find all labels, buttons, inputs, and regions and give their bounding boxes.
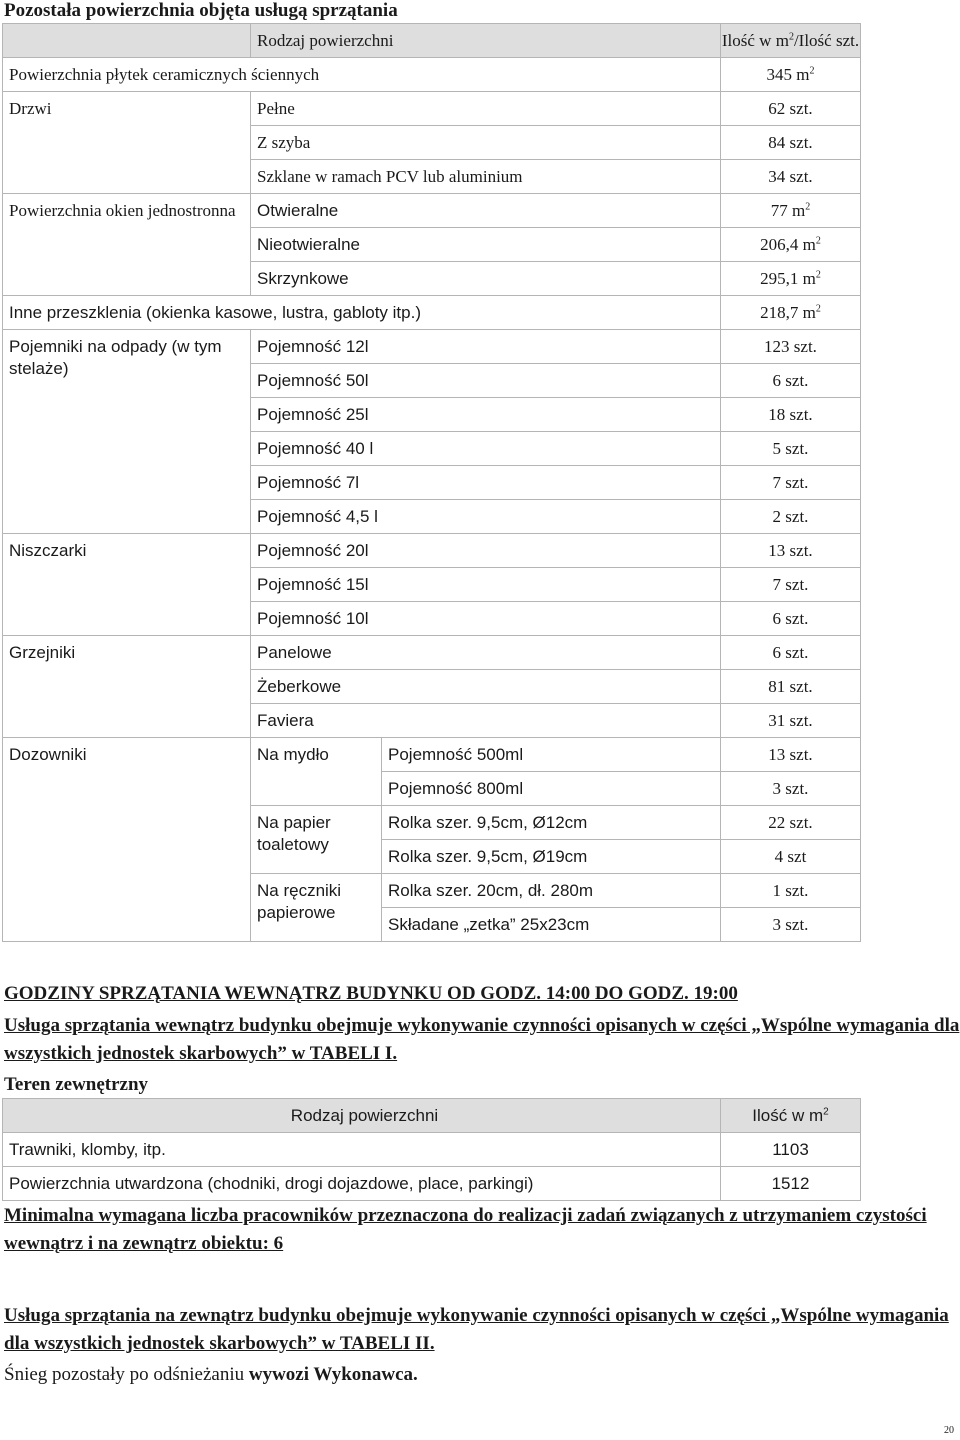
table-row: Z szyba 84 szt. <box>3 126 861 160</box>
table-row: Pojemność 10l 6 szt. <box>3 602 861 636</box>
page-number: 20 <box>944 1425 954 1436</box>
table-row: Żeberkowe 81 szt. <box>3 670 861 704</box>
table-row: Na papier toaletowy Rolka szer. 9,5cm, Ø12cm 22 szt. <box>3 806 861 840</box>
indoor-service-note: Usługa sprzątania wewnątrz budynku obejmuje wykonywanie czynności opisanych w części „Wspólne wymagania dla wszystkich jednostek skarbowych” w TABELI I. <box>4 1015 960 1064</box>
header-qty: Ilość w $m^2$/Ilość szt. <box>721 24 861 58</box>
table-row: Pojemniki na odpady (w tym stelaże) Pojemność 12l 123 szt. <box>3 330 861 364</box>
table-row: Pojemność 7l 7 szt. <box>3 466 861 500</box>
table-row: Powierzchnia okien jednostronna Otwieralne 77 $m^2$ <box>3 194 861 228</box>
section-heading: Pozostała powierzchnia objęta usługą sprzątania <box>4 0 398 21</box>
table-row: Niszczarki Pojemność 20l 13 szt. <box>3 534 861 568</box>
table-row: Szklane w ramach PCV lub aluminium 34 szt. <box>3 160 861 194</box>
table-row: Pojemność 4,5 l 2 szt. <box>3 500 861 534</box>
table-row: Faviera 31 szt. <box>3 704 861 738</box>
snow-note: Śnieg pozostały po odśnieżaniu wywozi Wykonawca. <box>4 1364 418 1385</box>
table-row: Pojemność 800ml 3 szt. <box>3 772 861 806</box>
min-staff-note: Minimalna wymagana liczba pracowników przeznaczona do realizacji zadań związanych z utrzymaniem czystości wewnątrz i na zewnątrz obiektu: 6 <box>4 1205 927 1254</box>
outdoor-area-heading: Teren zewnętrzny <box>4 1074 149 1095</box>
table-row: Pojemność 15l 7 szt. <box>3 568 861 602</box>
table-row: Nieotwieralne 206,4 $m^2$ <box>3 228 861 262</box>
outdoor-table <box>2 1098 861 1201</box>
cleaning-hours-heading: GODZINY SPRZĄTANIA WEWNĄTRZ BUDYNKU OD GODZ. 14:00 DO GODZ. 19:00 <box>4 983 738 1004</box>
table-row: Grzejniki Panelowe 6 szt. <box>3 636 861 670</box>
table-row: Powierzchnia płytek ceramicznych ściennych 345 $m^2$ <box>3 58 861 92</box>
table-row: Trawniki, klomby, itp. 1103 <box>3 1133 861 1167</box>
table-header-row <box>3 24 861 58</box>
table-row: Drzwi Pełne 62 szt. <box>3 92 861 126</box>
table-row: Inne przeszklenia (okienka kasowe, lustra, gabloty itp.) 218,7 $m^2$ <box>3 296 861 330</box>
table-row: Na ręczniki papierowe Rolka szer. 20cm, dł. 280m 1 szt. <box>3 874 861 908</box>
table-row: Rolka szer. 9,5cm, Ø19cm 4 szt <box>3 840 861 874</box>
table-row: Skrzynkowe 295,1 $m^2$ <box>3 262 861 296</box>
header-qty: Ilość w $m^2$ <box>721 1099 861 1133</box>
table-row: Składane „zetka” 25x23cm 3 szt. <box>3 908 861 942</box>
header-kind: Rodzaj powierzchni <box>3 1099 721 1133</box>
surfaces-table <box>2 23 861 942</box>
table-row: Pojemność 50l 6 szt. <box>3 364 861 398</box>
table-row: Pojemność 40 l 5 szt. <box>3 432 861 466</box>
table-row: Pojemność 25l 18 szt. <box>3 398 861 432</box>
header-kind: Rodzaj powierzchni <box>251 24 721 58</box>
table-header-row <box>3 1099 861 1133</box>
table-row: Powierzchnia utwardzona (chodniki, drogi dojazdowe, place, parkingi) 1512 <box>3 1167 861 1201</box>
outdoor-service-note: Usługa sprzątania na zewnątrz budynku obejmuje wykonywanie czynności opisanych w części „Wspólne wymagania dla wszystkich jednostek skarbowych” w TABELI II. <box>4 1305 949 1354</box>
table-row: Dozowniki Na mydło Pojemność 500ml 13 szt. <box>3 738 861 772</box>
